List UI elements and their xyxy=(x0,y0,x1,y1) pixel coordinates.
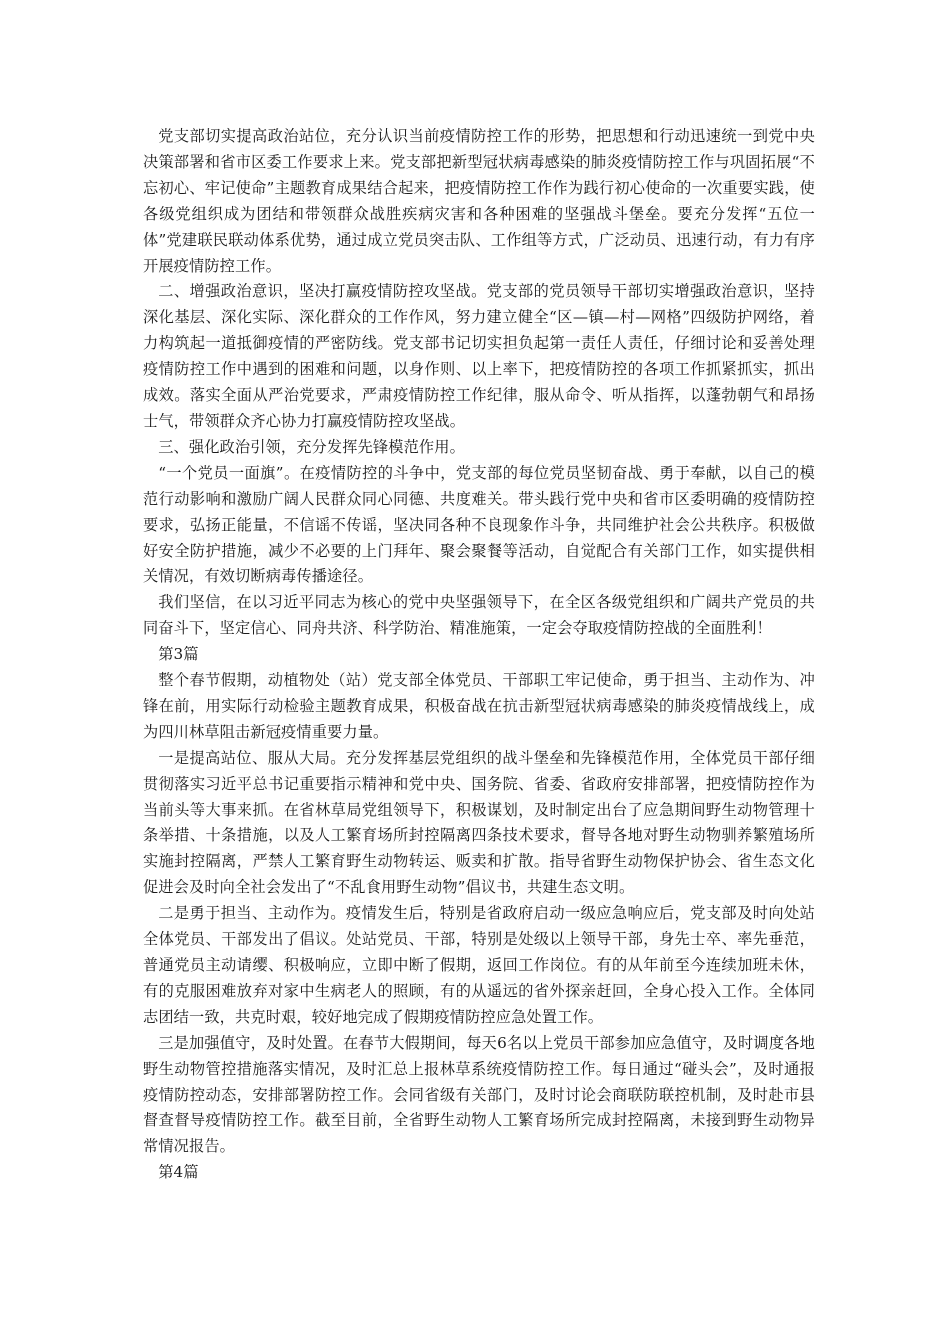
paragraph-party-branch-politics: 党支部切实提高政治站位，充分认识当前疫情防控工作的形势，把思想和行动迅速统一到党中央决策部署和省市区委工作要求上来。党支部把新型冠状病毒感染的肺炎疫情防控工作与巩固拓展“不忘初心、牢记使命”主题教育成果结合起来，把疫情防控工作作为践行初心使命的一次重要实践，使各级党组织成为团结和带领群众战胜疾病灾害和各种困难的坚强战斗堡垒。要充分发挥“五位一体”党建联民联动体系优势，通过成立党员突击队、工作组等方式，广泛动员、迅速行动，有力有序开展疫情防控工作。 xyxy=(143,127,815,275)
paragraph-conclusion: 我们坚信，在以习近平同志为核心的党中央坚强领导下，在全区各级党组织和广阔共产党员的共同奋斗下，坚定信心、同舟共济、科学防治、精准施策，一定会夺取疫情防控战的全面胜利！ xyxy=(143,593,815,638)
paragraph-section-two: 二、增强政治意识，坚决打赢疫情防控攻坚战。党支部的党员领导干部切实增强政治意识，坚持深化基层、深化实际、深化群众的工作作风，努力建立健全“区—镇—村—网格”四级防护网络，着力构筑起一道抵御疫情的严密防线。党支部书记切实担负起第一责任人责任，仔细讨论和妥善处理疫情防控工作中遇到的困难和问题，以身作则、以上率下，把疫情防控的各项工作抓紧抓实，抓出成效。落实全面从严治党要求，严肃疫情防控工作纪律，服从命令、听从指挥，以蓬勃朝气和昂扬士气，带领群众齐心协力打赢疫情防控攻坚战。 xyxy=(143,282,815,430)
paragraph-spring-festival: 整个春节假期，动植物处（站）党支部全体党员、干部职工牢记使命，勇于担当、主动作为、冲锋在前，用实际行动检验主题教育成果，积极奋战在抗击新型冠状病毒感染的肺炎疫情战线上，成为四川林草阻击新冠疫情重要力量。 xyxy=(143,671,815,741)
paragraph-point-three: 三是加强值守，及时处置。在春节大假期间，每天6名以上党员干部参加应急值守，及时调度各地野生动物管控措施落实情况，及时汇总上报林草系统疫情防控工作。每日通过“碰头会”，及时通报疫情防控动态，安排部署防控工作。会同省级有关部门，及时讨论会商联防联控机制，及时赴市县督查督导疫情防控工作。截至目前，全省野生动物人工繁育场所完成封控隔离，未接到野生动物异常情况报告。 xyxy=(143,1033,815,1156)
chapter-3-heading: 第3篇 xyxy=(158,645,199,664)
paragraph-one-member-one-flag: “一个党员一面旗”。在疫情防控的斗争中，党支部的每位党员坚韧奋战、勇于奉献，以自己的模范行动影响和激励广阔人民群众同心同德、共度难关。带头践行党中央和省市区委明确的疫情防控要求，弘扬正能量，不信谣不传谣，坚决同各种不良现象作斗争，共同维护社会公共秩序。积极做好安全防护措施，减少不必要的上门拜年、聚会聚餐等活动，自觉配合有关部门工作，如实提供相关情况，有效切断病毒传播途径。 xyxy=(143,463,815,586)
document-body xyxy=(143,124,815,1186)
chapter-4-heading: 第4篇 xyxy=(158,1163,199,1182)
paragraph-point-one: 一是提高站位、服从大局。充分发挥基层党组织的战斗堡垒和先锋模范作用，全体党员干部仔细贯彻落实习近平总书记重要指示精神和党中央、国务院、省委、省政府安排部署，把疫情防控作为当前头等大事来抓。在省林草局党组领导下，积极谋划，及时制定出台了应急期间野生动物管理十条举措、十条措施，以及人工繁育场所封控隔离四条技术要求，督导各地对野生动物驯养繁殖场所实施封控隔离，严禁人工繁育野生动物转运、贩卖和扩散。指导省野生动物保护协会、省生态文化促进会及时向全社会发出了“不乱食用野生动物”倡议书，共建生态文明。 xyxy=(143,748,815,897)
section-three-heading: 三、强化政治引领，充分发挥先锋模范作用。 xyxy=(158,437,465,456)
paragraph-point-two: 二是勇于担当、主动作为。疫情发生后，特别是省政府启动一级应急响应后，党支部及时向处站全体党员、干部发出了倡议。处站党员、干部，特别是处级以上领导干部，身先士卒、率先垂范，普通党员主动请缨、积极响应，立即中断了假期，返回工作岗位。有的从年前至今连续加班未休，有的克服困难放弃对家中生病老人的照顾，有的从遥远的省外探亲赶回，全身心投入工作。全体同志团结一致，共克时艰，较好地完成了假期疫情防控应急处置工作。 xyxy=(143,904,815,1026)
